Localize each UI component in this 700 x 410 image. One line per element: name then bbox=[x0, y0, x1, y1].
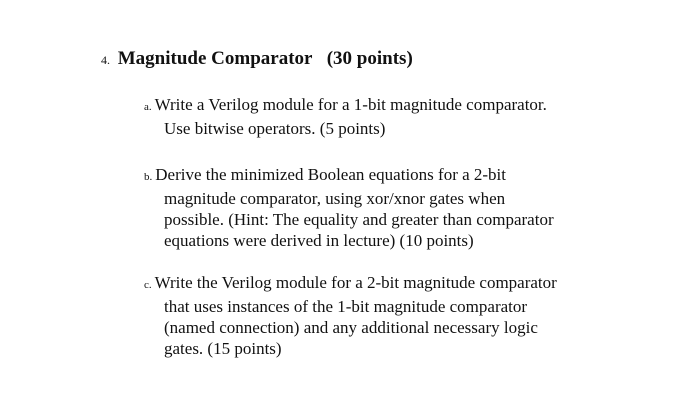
part-a-letter: a. bbox=[144, 101, 152, 113]
part-a bbox=[144, 94, 644, 139]
part-c-line-1 bbox=[144, 272, 644, 296]
part-c-line-2: that uses instances of the 1-bit magnitude comparator bbox=[164, 297, 528, 316]
part-c-text-1: Write the Verilog module for a 2-bit magnitude comparator bbox=[154, 273, 557, 292]
part-c-letter: c. bbox=[144, 279, 152, 291]
part-b-text-1: Derive the minimized Boolean equations for a 2-bit bbox=[155, 165, 507, 184]
problem-heading bbox=[101, 47, 413, 72]
part-b-line-2: magnitude comparator, using xor/xnor gates when bbox=[164, 189, 506, 208]
part-b-line-3: possible. (Hint: The equality and greater than comparator bbox=[164, 210, 554, 229]
part-c-line-4: gates. (15 points) bbox=[164, 339, 282, 358]
part-b bbox=[144, 164, 644, 251]
problem-title: Magnitude Comparator bbox=[117, 48, 313, 69]
part-b-line-1 bbox=[144, 164, 644, 188]
part-b-letter: b. bbox=[144, 171, 153, 183]
part-a-line-2: Use bitwise operators. (5 points) bbox=[164, 119, 386, 138]
problem-points: (30 points) bbox=[326, 48, 413, 69]
problem-number: 4. bbox=[101, 53, 110, 67]
part-b-line-4: equations were derived in lecture) (10 points) bbox=[164, 231, 474, 250]
part-c bbox=[144, 272, 644, 359]
part-c-line-3: (named connection) and any additional necessary logic bbox=[164, 318, 538, 337]
part-a-text-1: Write a Verilog module for a 1-bit magnitude comparator. bbox=[154, 95, 547, 114]
part-a-line-1 bbox=[144, 94, 644, 118]
